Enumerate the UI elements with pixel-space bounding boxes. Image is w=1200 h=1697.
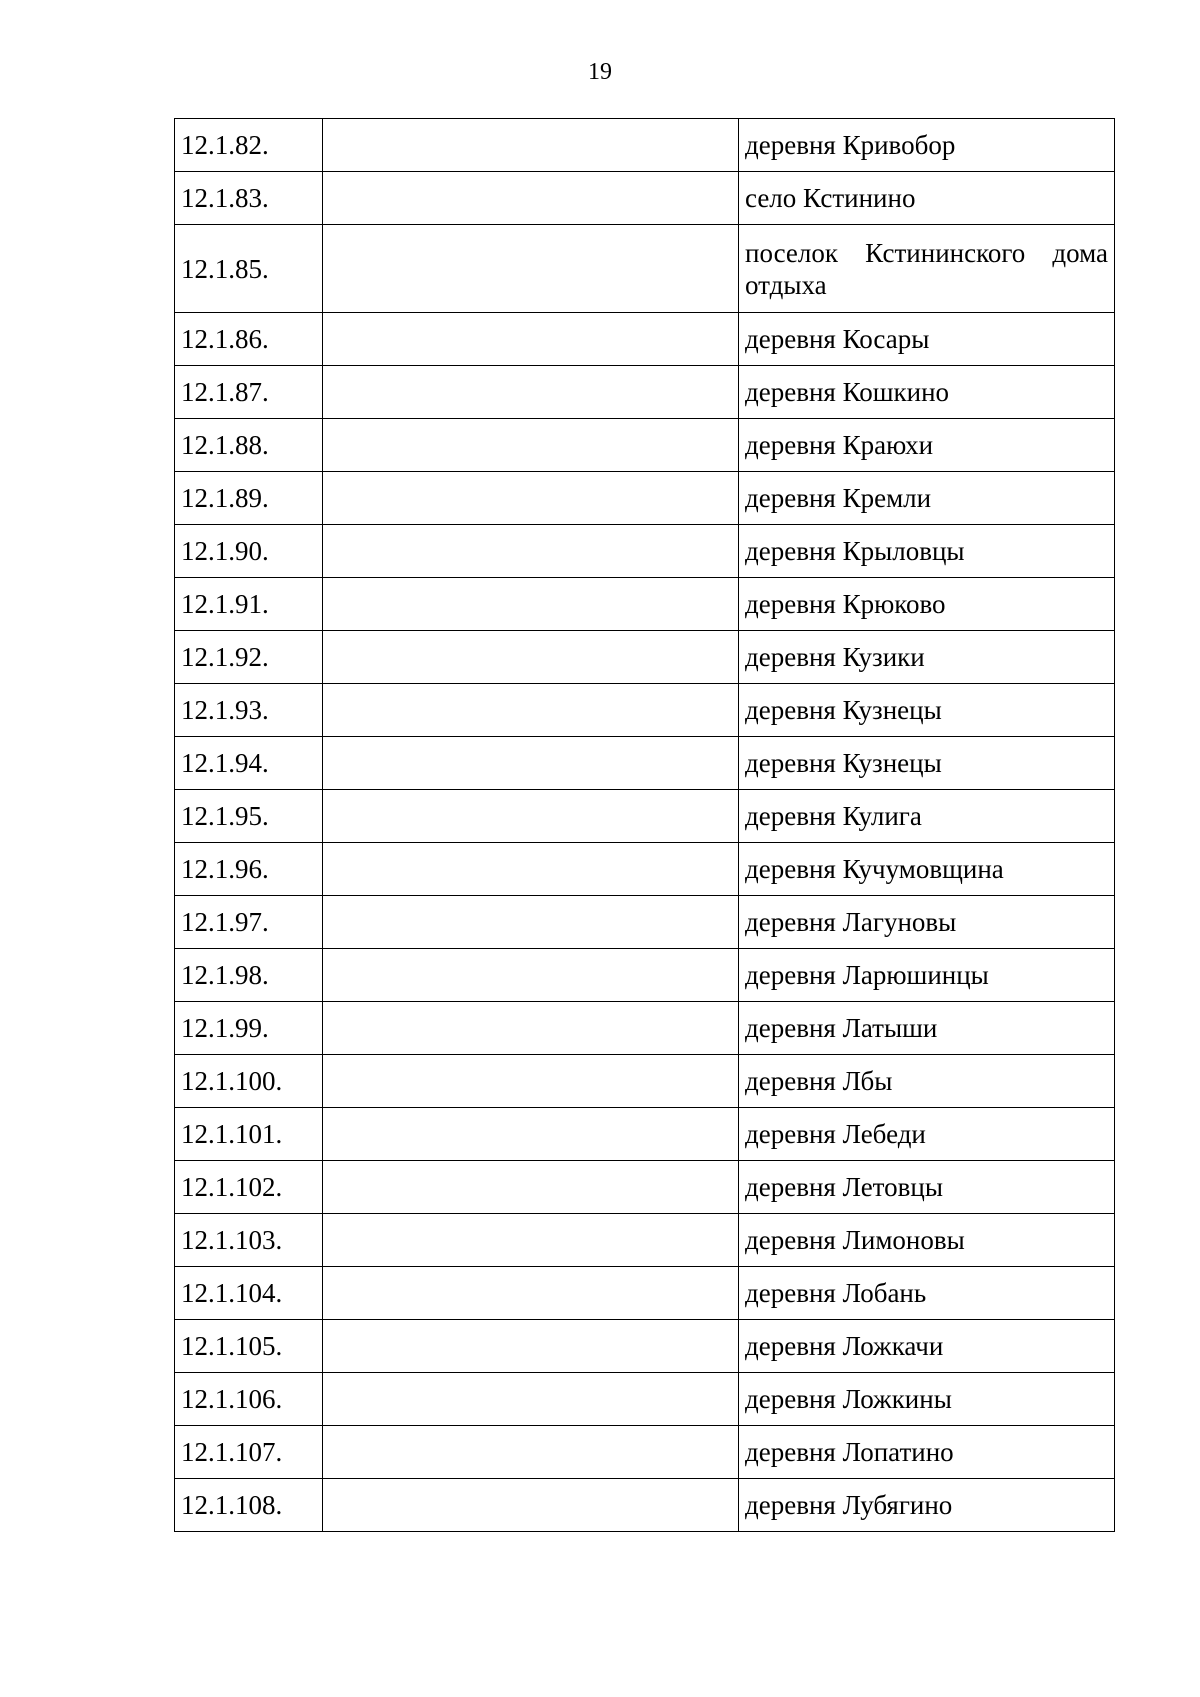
settlement-name-cell: деревня Лебеди — [739, 1108, 1115, 1161]
row-number-cell: 12.1.105. — [175, 1320, 323, 1373]
row-number-cell: 12.1.92. — [175, 631, 323, 684]
settlement-name-cell: деревня Кошкино — [739, 366, 1115, 419]
empty-cell — [323, 1479, 739, 1532]
table-row — [175, 737, 1115, 790]
table-row — [175, 1055, 1115, 1108]
empty-cell — [323, 896, 739, 949]
empty-cell — [323, 313, 739, 366]
row-number-cell: 12.1.103. — [175, 1214, 323, 1267]
settlement-name-cell: деревня Лбы — [739, 1055, 1115, 1108]
table-row — [175, 525, 1115, 578]
settlement-name-cell: деревня Крюково — [739, 578, 1115, 631]
table-row — [175, 313, 1115, 366]
table-row — [175, 578, 1115, 631]
settlement-name-cell: деревня Ларюшинцы — [739, 949, 1115, 1002]
settlement-name-cell: деревня Лагуновы — [739, 896, 1115, 949]
table-row — [175, 949, 1115, 1002]
table-row — [175, 419, 1115, 472]
table-row — [175, 1002, 1115, 1055]
settlement-name-cell: деревня Кулига — [739, 790, 1115, 843]
empty-cell — [323, 172, 739, 225]
row-number-cell: 12.1.108. — [175, 1479, 323, 1532]
empty-cell — [323, 843, 739, 896]
table-row — [175, 790, 1115, 843]
table-row — [175, 1214, 1115, 1267]
empty-cell — [323, 1002, 739, 1055]
row-number-cell: 12.1.89. — [175, 472, 323, 525]
settlement-name-cell: деревня Латыши — [739, 1002, 1115, 1055]
empty-cell — [323, 1214, 739, 1267]
empty-cell — [323, 1055, 739, 1108]
row-number-cell: 12.1.88. — [175, 419, 323, 472]
row-number-cell: 12.1.94. — [175, 737, 323, 790]
row-number-cell: 12.1.107. — [175, 1426, 323, 1479]
row-number-cell: 12.1.82. — [175, 119, 323, 172]
settlement-name-cell: деревня Кузики — [739, 631, 1115, 684]
settlement-name-cell: деревня Ложкины — [739, 1373, 1115, 1426]
empty-cell — [323, 1320, 739, 1373]
table-row — [175, 119, 1115, 172]
settlement-name-cell: деревня Кривобор — [739, 119, 1115, 172]
row-number-cell: 12.1.99. — [175, 1002, 323, 1055]
row-number-cell: 12.1.96. — [175, 843, 323, 896]
empty-cell — [323, 1373, 739, 1426]
empty-cell — [323, 419, 739, 472]
row-number-cell: 12.1.93. — [175, 684, 323, 737]
row-number-cell: 12.1.100. — [175, 1055, 323, 1108]
settlement-name-cell: деревня Косары — [739, 313, 1115, 366]
settlement-name-cell: деревня Лобань — [739, 1267, 1115, 1320]
table-row — [175, 1267, 1115, 1320]
table-row — [175, 472, 1115, 525]
row-number-cell: 12.1.91. — [175, 578, 323, 631]
settlement-name-cell: деревня Ложкачи — [739, 1320, 1115, 1373]
settlements-table — [174, 118, 1115, 1532]
table-row — [175, 1373, 1115, 1426]
row-number-cell: 12.1.85. — [175, 225, 323, 313]
row-number-cell: 12.1.104. — [175, 1267, 323, 1320]
empty-cell — [323, 949, 739, 1002]
settlement-name-cell: поселок Кстининского дома отдыха — [739, 225, 1115, 313]
table-row — [175, 843, 1115, 896]
settlement-name-cell: деревня Кузнецы — [739, 684, 1115, 737]
row-number-cell: 12.1.86. — [175, 313, 323, 366]
empty-cell — [323, 790, 739, 843]
table-row — [175, 1320, 1115, 1373]
empty-cell — [323, 737, 739, 790]
empty-cell — [323, 1161, 739, 1214]
table-row — [175, 172, 1115, 225]
table-row — [175, 366, 1115, 419]
settlement-name-cell: деревня Краюхи — [739, 419, 1115, 472]
empty-cell — [323, 1426, 739, 1479]
table-row — [175, 631, 1115, 684]
empty-cell — [323, 631, 739, 684]
row-number-cell: 12.1.102. — [175, 1161, 323, 1214]
table-row — [175, 1161, 1115, 1214]
page-number: 19 — [588, 59, 612, 85]
row-number-cell: 12.1.95. — [175, 790, 323, 843]
table-row — [175, 684, 1115, 737]
row-number-cell: 12.1.106. — [175, 1373, 323, 1426]
settlement-name-cell: деревня Летовцы — [739, 1161, 1115, 1214]
row-number-cell: 12.1.83. — [175, 172, 323, 225]
table-row — [175, 1108, 1115, 1161]
settlement-name-cell: деревня Лопатино — [739, 1426, 1115, 1479]
settlement-name-cell: деревня Кучумовщина — [739, 843, 1115, 896]
empty-cell — [323, 119, 739, 172]
empty-cell — [323, 525, 739, 578]
empty-cell — [323, 684, 739, 737]
row-number-cell: 12.1.87. — [175, 366, 323, 419]
table-row — [175, 896, 1115, 949]
empty-cell — [323, 366, 739, 419]
table-row — [175, 225, 1115, 313]
settlement-name-cell: деревня Лимоновы — [739, 1214, 1115, 1267]
table-row — [175, 1479, 1115, 1532]
settlement-name-cell: деревня Кремли — [739, 472, 1115, 525]
row-number-cell: 12.1.101. — [175, 1108, 323, 1161]
row-number-cell: 12.1.97. — [175, 896, 323, 949]
empty-cell — [323, 578, 739, 631]
empty-cell — [323, 1267, 739, 1320]
settlement-name-cell: село Кстинино — [739, 172, 1115, 225]
empty-cell — [323, 225, 739, 313]
settlements-table-body — [175, 119, 1115, 1532]
row-number-cell: 12.1.90. — [175, 525, 323, 578]
settlement-name-cell: деревня Лубягино — [739, 1479, 1115, 1532]
empty-cell — [323, 472, 739, 525]
settlement-name-cell: деревня Крыловцы — [739, 525, 1115, 578]
table-row — [175, 1426, 1115, 1479]
empty-cell — [323, 1108, 739, 1161]
row-number-cell: 12.1.98. — [175, 949, 323, 1002]
settlement-name-cell: деревня Кузнецы — [739, 737, 1115, 790]
